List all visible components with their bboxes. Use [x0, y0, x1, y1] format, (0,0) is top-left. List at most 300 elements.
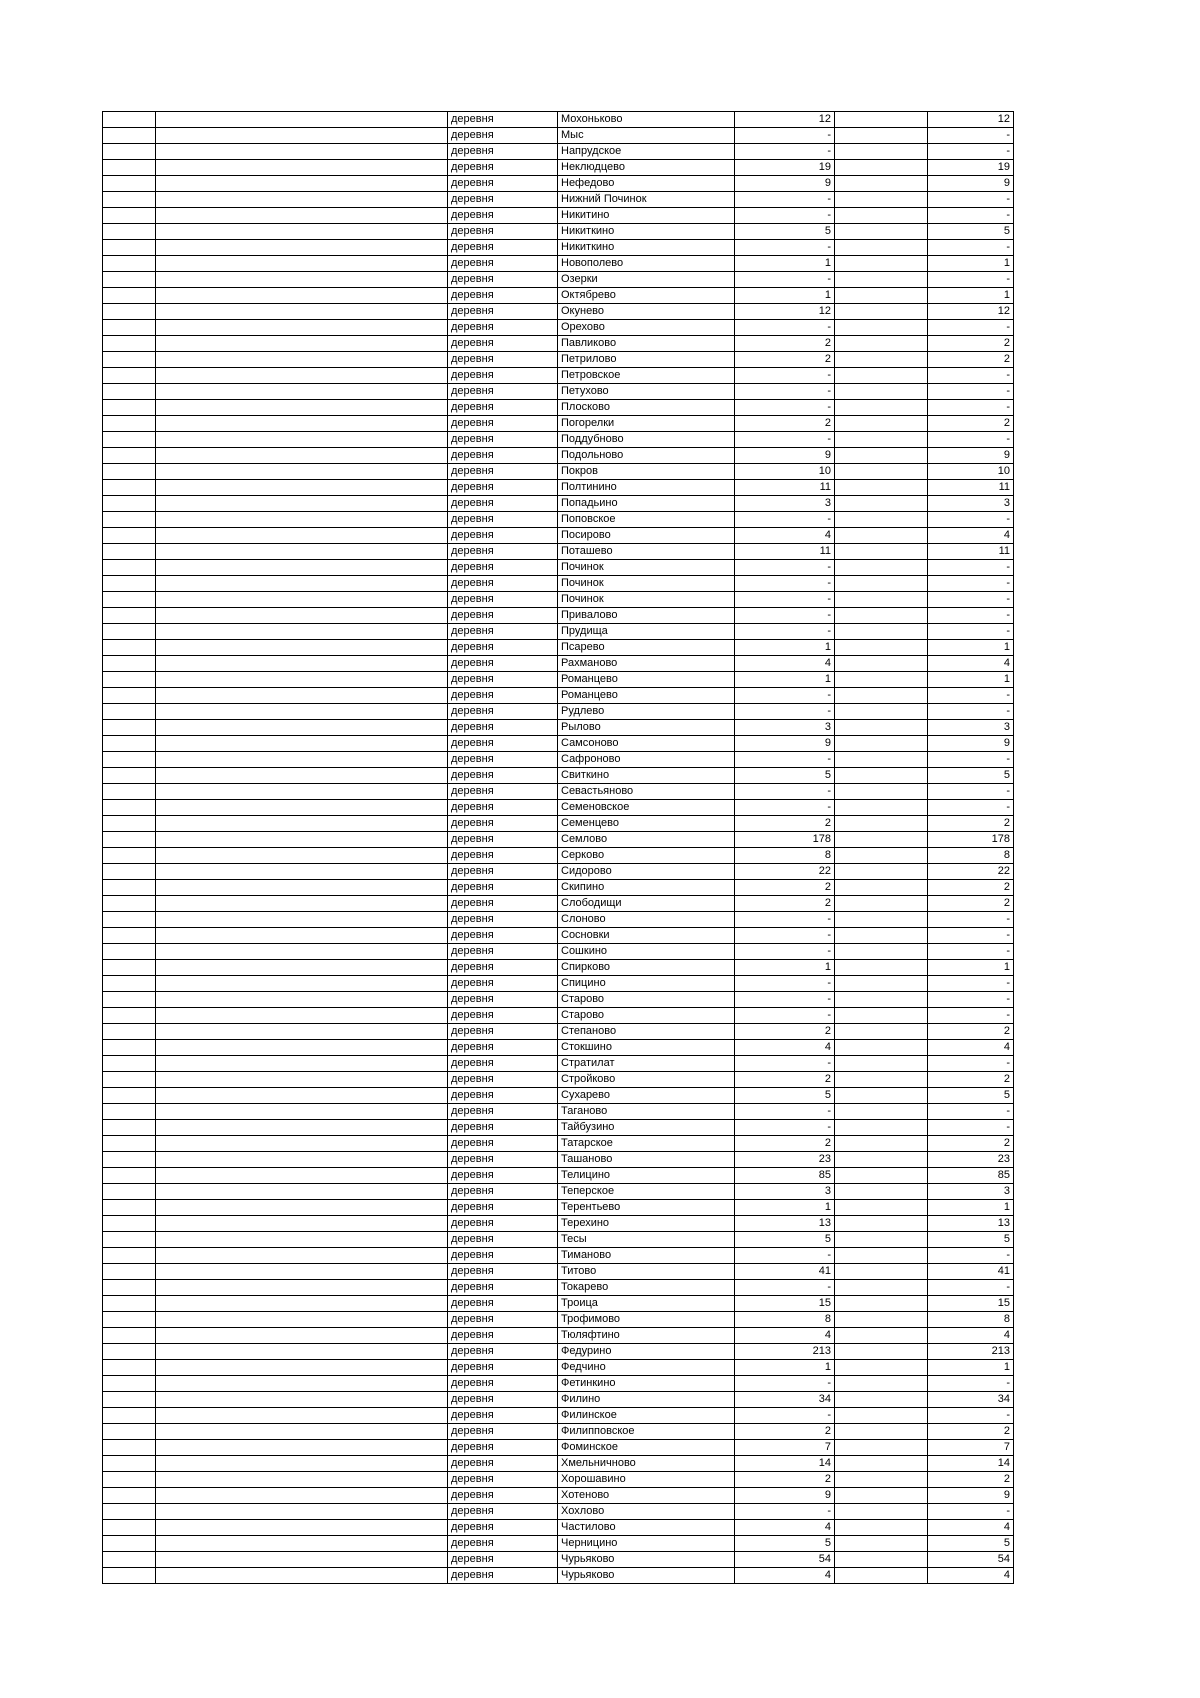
blank-cell — [835, 1408, 928, 1424]
settlement-name-cell: Никиткино — [558, 224, 735, 240]
blank-cell — [103, 352, 156, 368]
table-row — [103, 112, 1014, 128]
blank-cell — [835, 416, 928, 432]
value-b-cell: - — [928, 704, 1014, 720]
blank-cell — [835, 688, 928, 704]
blank-cell — [156, 176, 448, 192]
blank-cell — [835, 272, 928, 288]
table-row — [103, 1568, 1014, 1584]
blank-cell — [835, 752, 928, 768]
table-row — [103, 272, 1014, 288]
settlement-name-cell: Попадьино — [558, 496, 735, 512]
value-b-cell: 4 — [928, 1328, 1014, 1344]
settlement-name-cell: Телицино — [558, 1168, 735, 1184]
table-row — [103, 608, 1014, 624]
table-row — [103, 144, 1014, 160]
value-a-cell: 9 — [735, 1488, 835, 1504]
value-b-cell: - — [928, 976, 1014, 992]
value-a-cell: - — [735, 400, 835, 416]
value-b-cell: - — [928, 240, 1014, 256]
settlement-type-cell: деревня — [448, 400, 558, 416]
blank-cell — [156, 272, 448, 288]
settlement-type-cell: деревня — [448, 496, 558, 512]
value-a-cell: 23 — [735, 1152, 835, 1168]
blank-cell — [835, 1056, 928, 1072]
blank-cell — [103, 992, 156, 1008]
blank-cell — [156, 160, 448, 176]
value-b-cell: 3 — [928, 720, 1014, 736]
value-a-cell: 54 — [735, 1552, 835, 1568]
blank-cell — [103, 1184, 156, 1200]
table-row — [103, 656, 1014, 672]
settlement-type-cell: деревня — [448, 832, 558, 848]
settlement-type-cell: деревня — [448, 1328, 558, 1344]
settlement-type-cell: деревня — [448, 256, 558, 272]
value-a-cell: 2 — [735, 352, 835, 368]
settlement-name-cell: Тюляфтино — [558, 1328, 735, 1344]
blank-cell — [103, 576, 156, 592]
settlement-type-cell: деревня — [448, 752, 558, 768]
blank-cell — [835, 496, 928, 512]
value-b-cell: 41 — [928, 1264, 1014, 1280]
settlement-name-cell: Филино — [558, 1392, 735, 1408]
settlement-name-cell: Самсоново — [558, 736, 735, 752]
value-a-cell: 11 — [735, 480, 835, 496]
blank-cell — [156, 192, 448, 208]
settlement-name-cell: Стройково — [558, 1072, 735, 1088]
table-row — [103, 400, 1014, 416]
value-b-cell: 19 — [928, 160, 1014, 176]
settlement-type-cell: деревня — [448, 112, 558, 128]
settlement-name-cell: Хорошавино — [558, 1472, 735, 1488]
settlement-type-cell: деревня — [448, 208, 558, 224]
settlement-name-cell: Семенцево — [558, 816, 735, 832]
table-row — [103, 1168, 1014, 1184]
blank-cell — [156, 448, 448, 464]
blank-cell — [103, 320, 156, 336]
value-a-cell: - — [735, 1104, 835, 1120]
blank-cell — [103, 1520, 156, 1536]
blank-cell — [156, 560, 448, 576]
blank-cell — [103, 400, 156, 416]
table-row — [103, 704, 1014, 720]
table-row — [103, 544, 1014, 560]
value-b-cell: 34 — [928, 1392, 1014, 1408]
value-b-cell: - — [928, 688, 1014, 704]
blank-cell — [156, 656, 448, 672]
blank-cell — [835, 1200, 928, 1216]
blank-cell — [835, 448, 928, 464]
blank-cell — [103, 688, 156, 704]
blank-cell — [103, 336, 156, 352]
settlement-name-cell: Озерки — [558, 272, 735, 288]
blank-cell — [835, 336, 928, 352]
blank-cell — [156, 960, 448, 976]
value-b-cell: 22 — [928, 864, 1014, 880]
value-a-cell: 22 — [735, 864, 835, 880]
blank-cell — [156, 1088, 448, 1104]
table-row — [103, 368, 1014, 384]
blank-cell — [103, 208, 156, 224]
value-a-cell: 34 — [735, 1392, 835, 1408]
value-b-cell: 4 — [928, 1040, 1014, 1056]
blank-cell — [156, 464, 448, 480]
blank-cell — [103, 1040, 156, 1056]
blank-cell — [103, 528, 156, 544]
value-a-cell: 19 — [735, 160, 835, 176]
blank-cell — [835, 672, 928, 688]
blank-cell — [835, 208, 928, 224]
settlement-type-cell: деревня — [448, 384, 558, 400]
blank-cell — [103, 1104, 156, 1120]
value-b-cell: 2 — [928, 1136, 1014, 1152]
value-a-cell: - — [735, 608, 835, 624]
blank-cell — [103, 272, 156, 288]
table-row — [103, 1376, 1014, 1392]
settlement-name-cell: Теперское — [558, 1184, 735, 1200]
settlement-type-cell: деревня — [448, 688, 558, 704]
settlement-name-cell: Рахманово — [558, 656, 735, 672]
value-a-cell: 1 — [735, 960, 835, 976]
blank-cell — [103, 976, 156, 992]
settlement-type-cell: деревня — [448, 1136, 558, 1152]
blank-cell — [156, 1216, 448, 1232]
table-row — [103, 1392, 1014, 1408]
blank-cell — [835, 1472, 928, 1488]
settlement-name-cell: Орехово — [558, 320, 735, 336]
settlement-name-cell: Неклюдцево — [558, 160, 735, 176]
value-b-cell: 1 — [928, 960, 1014, 976]
settlement-type-cell: деревня — [448, 848, 558, 864]
settlement-type-cell: деревня — [448, 240, 558, 256]
settlement-name-cell: Черницино — [558, 1536, 735, 1552]
value-a-cell: - — [735, 560, 835, 576]
value-b-cell: 2 — [928, 1072, 1014, 1088]
value-b-cell: 2 — [928, 416, 1014, 432]
table-row — [103, 848, 1014, 864]
blank-cell — [103, 624, 156, 640]
table-row — [103, 928, 1014, 944]
value-b-cell: 2 — [928, 816, 1014, 832]
settlement-name-cell: Хохлово — [558, 1504, 735, 1520]
value-b-cell: 9 — [928, 176, 1014, 192]
table-row — [103, 864, 1014, 880]
settlement-type-cell: деревня — [448, 736, 558, 752]
settlement-type-cell: деревня — [448, 1520, 558, 1536]
value-b-cell: 10 — [928, 464, 1014, 480]
settlement-type-cell: деревня — [448, 672, 558, 688]
settlement-name-cell: Титово — [558, 1264, 735, 1280]
table-row — [103, 1456, 1014, 1472]
blank-cell — [156, 1232, 448, 1248]
table-row — [103, 736, 1014, 752]
settlement-type-cell: деревня — [448, 1360, 558, 1376]
table-row — [103, 448, 1014, 464]
settlement-type-cell: деревня — [448, 800, 558, 816]
blank-cell — [103, 176, 156, 192]
blank-cell — [103, 544, 156, 560]
value-b-cell: - — [928, 1104, 1014, 1120]
settlement-type-cell: деревня — [448, 352, 558, 368]
value-a-cell: 2 — [735, 1136, 835, 1152]
blank-cell — [835, 240, 928, 256]
blank-cell — [835, 432, 928, 448]
blank-cell — [156, 528, 448, 544]
blank-cell — [156, 304, 448, 320]
settlement-name-cell: Слободищи — [558, 896, 735, 912]
blank-cell — [156, 816, 448, 832]
settlement-name-cell: Трофимово — [558, 1312, 735, 1328]
value-a-cell: - — [735, 800, 835, 816]
value-b-cell: 7 — [928, 1440, 1014, 1456]
value-b-cell: 85 — [928, 1168, 1014, 1184]
settlement-type-cell: деревня — [448, 1440, 558, 1456]
settlement-name-cell: Таганово — [558, 1104, 735, 1120]
blank-cell — [103, 1456, 156, 1472]
value-b-cell: - — [928, 992, 1014, 1008]
table-row — [103, 384, 1014, 400]
blank-cell — [835, 976, 928, 992]
blank-cell — [103, 304, 156, 320]
settlement-type-cell: деревня — [448, 928, 558, 944]
value-a-cell: 5 — [735, 224, 835, 240]
settlement-type-cell: деревня — [448, 512, 558, 528]
blank-cell — [835, 1040, 928, 1056]
blank-cell — [835, 288, 928, 304]
value-a-cell: 2 — [735, 896, 835, 912]
blank-cell — [156, 1312, 448, 1328]
value-a-cell: - — [735, 928, 835, 944]
blank-cell — [156, 1440, 448, 1456]
blank-cell — [103, 1536, 156, 1552]
table-row — [103, 496, 1014, 512]
blank-cell — [156, 784, 448, 800]
value-a-cell: - — [735, 208, 835, 224]
table-row — [103, 288, 1014, 304]
value-b-cell: 4 — [928, 528, 1014, 544]
blank-cell — [835, 992, 928, 1008]
settlement-name-cell: Степаново — [558, 1024, 735, 1040]
blank-cell — [103, 1440, 156, 1456]
blank-cell — [835, 112, 928, 128]
settlement-name-cell: Окунево — [558, 304, 735, 320]
value-b-cell: 9 — [928, 736, 1014, 752]
value-b-cell: 2 — [928, 880, 1014, 896]
blank-cell — [103, 1056, 156, 1072]
settlement-type-cell: деревня — [448, 1184, 558, 1200]
settlement-name-cell: Серково — [558, 848, 735, 864]
value-a-cell: - — [735, 1008, 835, 1024]
value-b-cell: - — [928, 400, 1014, 416]
settlement-type-cell: деревня — [448, 432, 558, 448]
value-b-cell: 1 — [928, 672, 1014, 688]
blank-cell — [156, 208, 448, 224]
value-a-cell: 213 — [735, 1344, 835, 1360]
value-b-cell: 1 — [928, 1360, 1014, 1376]
blank-cell — [835, 1232, 928, 1248]
blank-cell — [156, 224, 448, 240]
value-a-cell: 5 — [735, 768, 835, 784]
settlement-type-cell: деревня — [448, 1504, 558, 1520]
settlement-name-cell: Романцево — [558, 688, 735, 704]
blank-cell — [103, 224, 156, 240]
value-a-cell: 41 — [735, 1264, 835, 1280]
blank-cell — [103, 1488, 156, 1504]
settlement-type-cell: деревня — [448, 320, 558, 336]
table-row — [103, 464, 1014, 480]
settlement-name-cell: Погорелки — [558, 416, 735, 432]
value-a-cell: - — [735, 320, 835, 336]
value-a-cell: 1 — [735, 256, 835, 272]
settlement-name-cell: Поддубново — [558, 432, 735, 448]
table-row — [103, 224, 1014, 240]
settlement-type-cell: деревня — [448, 624, 558, 640]
settlement-name-cell: Павликово — [558, 336, 735, 352]
value-b-cell: 1 — [928, 640, 1014, 656]
value-b-cell: 14 — [928, 1456, 1014, 1472]
blank-cell — [103, 256, 156, 272]
settlement-name-cell: Стокшино — [558, 1040, 735, 1056]
settlement-name-cell: Филипповское — [558, 1424, 735, 1440]
blank-cell — [156, 912, 448, 928]
blank-cell — [156, 624, 448, 640]
value-a-cell: - — [735, 992, 835, 1008]
settlement-name-cell: Романцево — [558, 672, 735, 688]
value-b-cell: 2 — [928, 896, 1014, 912]
settlement-name-cell: Починок — [558, 592, 735, 608]
settlement-name-cell: Покров — [558, 464, 735, 480]
blank-cell — [835, 224, 928, 240]
value-b-cell: 8 — [928, 848, 1014, 864]
blank-cell — [156, 496, 448, 512]
settlement-name-cell: Терентьево — [558, 1200, 735, 1216]
value-a-cell: 14 — [735, 1456, 835, 1472]
settlement-name-cell: Тайбузино — [558, 1120, 735, 1136]
table-row — [103, 1184, 1014, 1200]
blank-cell — [835, 1008, 928, 1024]
value-b-cell: 5 — [928, 224, 1014, 240]
value-b-cell: - — [928, 512, 1014, 528]
value-b-cell: 54 — [928, 1552, 1014, 1568]
blank-cell — [835, 1152, 928, 1168]
settlement-type-cell: деревня — [448, 176, 558, 192]
blank-cell — [103, 800, 156, 816]
blank-cell — [103, 1152, 156, 1168]
blank-cell — [835, 1488, 928, 1504]
blank-cell — [156, 1168, 448, 1184]
value-b-cell: 213 — [928, 1344, 1014, 1360]
value-a-cell: - — [735, 368, 835, 384]
blank-cell — [156, 1008, 448, 1024]
blank-cell — [835, 736, 928, 752]
blank-cell — [103, 416, 156, 432]
settlement-type-cell: деревня — [448, 960, 558, 976]
value-b-cell: 5 — [928, 1536, 1014, 1552]
table-row — [103, 1008, 1014, 1024]
table-row — [103, 528, 1014, 544]
value-a-cell: - — [735, 128, 835, 144]
value-b-cell: - — [928, 208, 1014, 224]
value-b-cell: - — [928, 560, 1014, 576]
table-row — [103, 1040, 1014, 1056]
value-b-cell: - — [928, 1056, 1014, 1072]
value-a-cell: - — [735, 432, 835, 448]
blank-cell — [835, 1424, 928, 1440]
blank-cell — [156, 416, 448, 432]
value-b-cell: 2 — [928, 352, 1014, 368]
blank-cell — [156, 1408, 448, 1424]
settlement-type-cell: деревня — [448, 880, 558, 896]
value-a-cell: - — [735, 512, 835, 528]
blank-cell — [156, 1184, 448, 1200]
value-b-cell: - — [928, 1248, 1014, 1264]
settlement-name-cell: Рылово — [558, 720, 735, 736]
table-row — [103, 976, 1014, 992]
value-a-cell: 15 — [735, 1296, 835, 1312]
blank-cell — [835, 1552, 928, 1568]
blank-cell — [103, 672, 156, 688]
blank-cell — [103, 464, 156, 480]
table-row — [103, 672, 1014, 688]
blank-cell — [835, 384, 928, 400]
settlement-type-cell: деревня — [448, 592, 558, 608]
blank-cell — [103, 560, 156, 576]
table-row — [103, 416, 1014, 432]
value-a-cell: 8 — [735, 1312, 835, 1328]
value-b-cell: - — [928, 592, 1014, 608]
table-row — [103, 576, 1014, 592]
blank-cell — [156, 1456, 448, 1472]
blank-cell — [103, 1552, 156, 1568]
value-b-cell: 4 — [928, 1568, 1014, 1584]
blank-cell — [103, 1312, 156, 1328]
blank-cell — [103, 1408, 156, 1424]
value-a-cell: 7 — [735, 1440, 835, 1456]
table-row — [103, 432, 1014, 448]
blank-cell — [103, 1136, 156, 1152]
table-row — [103, 1520, 1014, 1536]
blank-cell — [835, 912, 928, 928]
settlement-type-cell: деревня — [448, 416, 558, 432]
settlement-name-cell: Филинское — [558, 1408, 735, 1424]
table-body — [103, 112, 1014, 1584]
settlement-type-cell: деревня — [448, 784, 558, 800]
value-a-cell: - — [735, 752, 835, 768]
blank-cell — [156, 1104, 448, 1120]
value-b-cell: 11 — [928, 544, 1014, 560]
blank-cell — [835, 400, 928, 416]
table-row — [103, 1136, 1014, 1152]
settlement-type-cell: деревня — [448, 1312, 558, 1328]
settlement-name-cell: Псарево — [558, 640, 735, 656]
blank-cell — [156, 1376, 448, 1392]
value-b-cell: 1 — [928, 1200, 1014, 1216]
value-a-cell: 3 — [735, 1184, 835, 1200]
table-row — [103, 1232, 1014, 1248]
blank-cell — [835, 944, 928, 960]
settlement-name-cell: Спирково — [558, 960, 735, 976]
blank-cell — [835, 1520, 928, 1536]
blank-cell — [835, 1168, 928, 1184]
settlement-type-cell: деревня — [448, 992, 558, 1008]
blank-cell — [103, 816, 156, 832]
settlement-type-cell: деревня — [448, 1040, 558, 1056]
blank-cell — [835, 1504, 928, 1520]
settlement-type-cell: деревня — [448, 368, 558, 384]
blank-cell — [103, 1248, 156, 1264]
settlement-name-cell: Семлово — [558, 832, 735, 848]
blank-cell — [835, 896, 928, 912]
